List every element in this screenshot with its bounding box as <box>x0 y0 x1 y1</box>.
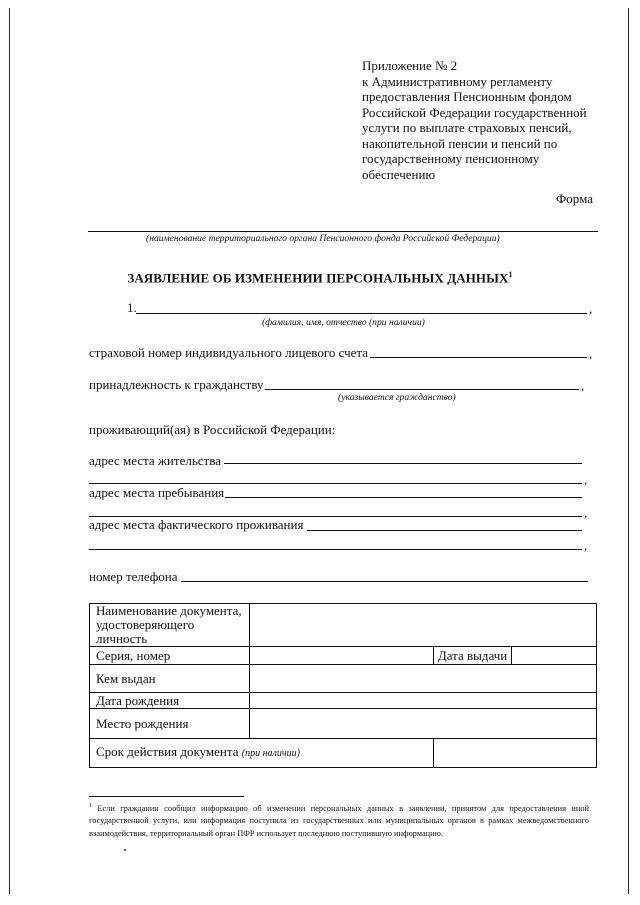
annex-line: предоставления Пенсионным фондом <box>362 89 572 104</box>
address-residence-field-2[interactable] <box>89 483 582 484</box>
table-row <box>90 647 597 665</box>
identity-document-table <box>89 603 597 768</box>
comma: , <box>589 346 593 361</box>
address-actual-field-2[interactable] <box>89 549 582 550</box>
citizenship-hint: (указывается гражданство) <box>338 392 456 403</box>
title-text: ЗАЯВЛЕНИЕ ОБ ИЗМЕНЕНИИ ПЕРСОНАЛЬНЫХ ДАННЫХ <box>127 270 509 286</box>
address-residence-label: адрес места жительства <box>89 453 221 468</box>
citizenship-label: принадлежность к гражданству <box>89 377 264 392</box>
comma: , <box>589 301 593 316</box>
issue-date-label: Дата выдачи <box>433 647 511 665</box>
annex-line: накопительной пенсии и пенсий по <box>362 135 558 151</box>
comma: , <box>581 378 585 393</box>
annex-line: к Административному регламенту <box>362 73 553 89</box>
comma: , <box>584 538 588 553</box>
comma: , <box>584 505 588 520</box>
table-row <box>90 604 597 647</box>
footnote-text: Если гражданин сообщил информацию об изменении персональных данных в заявлении, принятом для предоставления иной государственной услуги, или информация поступила из государственных или муниципальных органов в рамках межведомственного взаимодействия, территориальный орган ПФР использует последнюю поступившую информацию. <box>89 803 590 838</box>
document-title <box>0 270 640 286</box>
address-actual-label: адрес места фактического проживания <box>89 517 304 532</box>
address-residence-field[interactable] <box>224 463 582 464</box>
citizenship-field[interactable] <box>265 389 579 390</box>
table-row <box>90 739 597 768</box>
address-stay-label: адрес места пребывания <box>89 485 225 500</box>
validity-text: Срок действия документа <box>96 744 239 759</box>
snils-label: страховой номер индивидуального лицевого счета <box>89 345 369 360</box>
fio-hint: (фамилия, имя, отчество (при наличии) <box>262 317 425 328</box>
footnote-divider <box>89 796 244 797</box>
issue-date-cell[interactable] <box>512 647 597 665</box>
snils-field[interactable] <box>370 357 587 358</box>
annex-line: обеспечению <box>362 166 436 182</box>
item-number: 1. <box>127 300 137 315</box>
validity-label <box>90 739 434 768</box>
birth-place-label: Место рождения <box>90 709 250 739</box>
birth-place-cell[interactable] <box>249 709 596 739</box>
validity-cell[interactable] <box>433 739 596 768</box>
address-stay-field[interactable] <box>225 497 582 498</box>
fio-field[interactable] <box>136 313 587 314</box>
footnote <box>89 800 589 840</box>
annex-line: государственному пенсионному <box>362 151 540 166</box>
footnote-mark: 1 <box>89 803 92 809</box>
phone-field[interactable] <box>181 581 588 582</box>
issued-by-cell[interactable] <box>249 665 596 693</box>
residing-label: проживающий(ая) в Российской Федерации: <box>89 422 336 437</box>
series-number-label: Серия, номер <box>90 647 250 665</box>
annex-header <box>362 58 612 182</box>
doc-name-label: Наименование документа, удостоверяющего личность <box>90 604 250 647</box>
doc-name-cell[interactable] <box>249 604 596 647</box>
series-number-cell[interactable] <box>249 647 433 665</box>
validity-hint: (при наличии) <box>241 748 301 759</box>
annex-line: услуги по выплате страховых пенсий, <box>362 120 572 135</box>
form-label: Форма <box>556 191 593 206</box>
organ-name-field[interactable] <box>88 231 598 232</box>
organ-hint: (наименование территориального органа Пенсионного фонда Российской Федерации) <box>146 233 500 244</box>
annex-line: Приложение № 2 <box>362 58 458 73</box>
address-actual-field[interactable] <box>307 530 582 531</box>
table-row <box>90 665 597 693</box>
phone-label: номер телефона <box>89 569 178 584</box>
table-row <box>90 693 597 709</box>
table-row <box>90 709 597 739</box>
annex-line: Российской Федерации государственной <box>362 104 587 120</box>
scan-speck <box>124 849 126 851</box>
comma: , <box>584 472 588 487</box>
title-footnote-mark: 1 <box>508 270 513 279</box>
birth-date-label: Дата рождения <box>90 693 250 709</box>
issued-by-label: Кем выдан <box>90 665 250 693</box>
birth-date-cell[interactable] <box>249 693 596 709</box>
